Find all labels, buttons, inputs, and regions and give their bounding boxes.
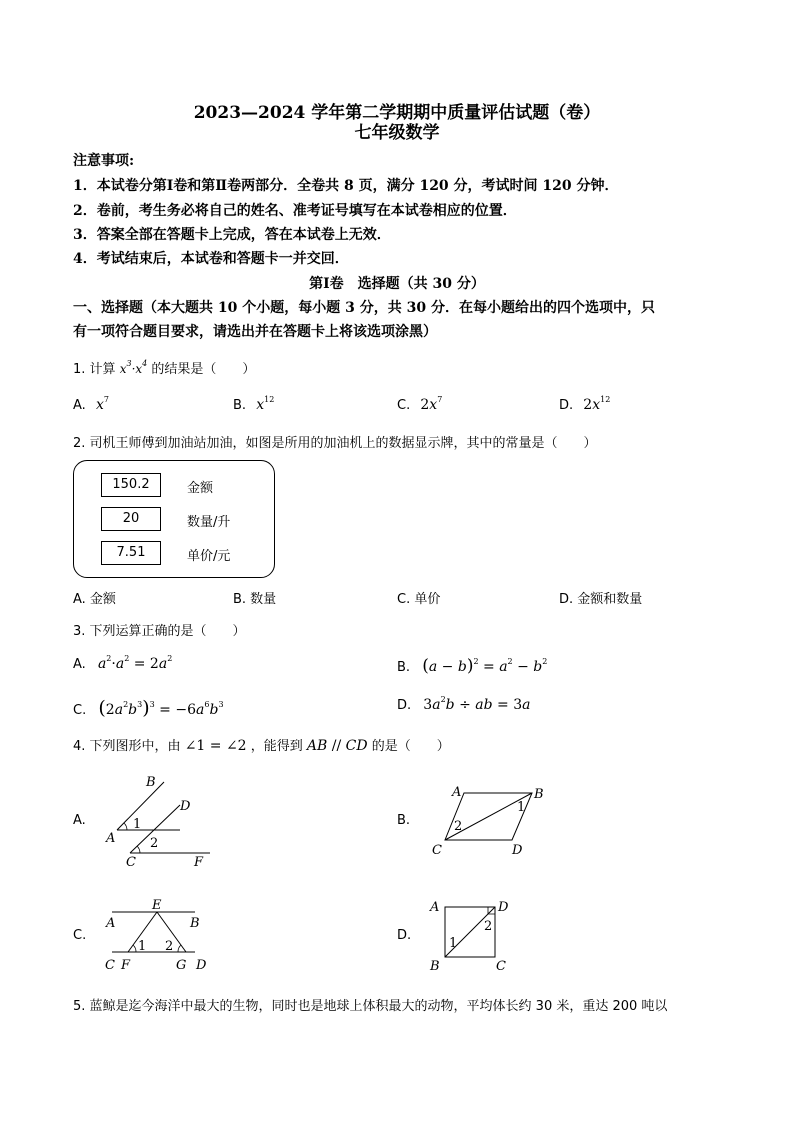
label-b: B <box>430 959 440 974</box>
angle-1-arc <box>133 945 136 952</box>
angle-2-arc <box>137 846 140 853</box>
label-c: C <box>126 855 136 870</box>
notes-item-3: 3．答案全部在答题卡上完成，答在本试卷上无效． <box>73 227 391 243</box>
page-title: 2023—2024 学年第二学期期中质量评估试题（卷） <box>193 103 601 123</box>
q4-stem-prefix: 4. 下列图形中，由 <box>73 739 181 754</box>
q1-prefix: 1. 计算 <box>73 362 116 377</box>
q5-stem: 5. 蓝鲸是迄今海洋中最大的生物，同时也是地球上体积最大的动物，平均体长约 30 米，重达 200 吨以 <box>73 999 668 1014</box>
q3-option-b-math: $(a - b)^2 = a^2 - b^2$ <box>422 656 548 676</box>
q1-option-b-label: B. <box>233 398 247 413</box>
q1-option-c-label: C. <box>397 398 411 413</box>
label-c: C <box>432 843 442 858</box>
q3-option-b[interactable] <box>397 656 547 676</box>
q2-option-d[interactable]: D. 金额和数量 <box>559 592 643 607</box>
q3-option-d-math: $3a^2b$ ÷ ab = 3a <box>423 695 531 713</box>
amount-value-box: 150.2 <box>101 473 161 497</box>
section-title: 第Ⅰ卷 选择题（共 30 分） <box>309 276 485 292</box>
label-f: F <box>121 958 131 973</box>
q3-option-a-label: A. <box>73 657 86 672</box>
label-g: G <box>176 958 187 973</box>
notes-heading: 注意事项: <box>73 153 135 169</box>
label-b: B <box>190 916 200 931</box>
label-angle-2: 2 <box>484 919 493 934</box>
q3-option-c-math: $(2a^2b^3)^3 = -6a^6b^3$ <box>98 697 224 719</box>
label-d: D <box>196 958 207 973</box>
label-b: B <box>146 775 156 790</box>
label-a: A <box>106 831 116 846</box>
q3-option-a[interactable] <box>73 656 172 672</box>
label-d: D <box>180 799 191 814</box>
q1-option-a[interactable] <box>73 397 109 413</box>
q1-option-b-math: $x^{12}$ <box>256 395 275 413</box>
q1-option-b[interactable] <box>233 397 274 413</box>
q4-stem-mid: ，能得到 <box>250 739 303 754</box>
q1-option-c-math: $2x^7$ <box>420 395 443 413</box>
q1-option-c[interactable] <box>397 397 442 413</box>
q1-suffix: 的结果是（ ） <box>151 362 256 377</box>
q2-stem: 2. 司机王师傅到加油站加油，如图是所用的加油机上的数据显示牌，其中的常量是（ ） <box>73 436 597 451</box>
section-instruction-1: 一、选择题（本大题共 10 个小题，每小题 3 分，共 30 分．在每小题给出的四个选项中，只 <box>73 300 655 316</box>
q1-expression: $x^3\cdot x^4$ <box>119 359 148 376</box>
q2-option-b[interactable]: B. 数量 <box>233 592 277 607</box>
q3-option-c-label: C. <box>73 703 87 718</box>
notes-item-2: 2．卷前，考生务必将自己的姓名、准考证号填写在本试卷相应的位置． <box>73 203 517 219</box>
label-a: A <box>430 900 440 915</box>
notes-item-1: 1．本试卷分第Ⅰ卷和第Ⅱ卷两部分．全卷共 8 页，满分 120 分，考试时间 120 分钟． <box>73 178 619 194</box>
label-c: C <box>105 958 115 973</box>
label-f: F <box>194 855 204 870</box>
label-a: A <box>106 916 116 931</box>
q4-option-c-label[interactable]: C. <box>73 928 87 943</box>
label-a: A <box>452 785 462 800</box>
q4-option-a-label[interactable]: A. <box>73 813 86 828</box>
label-angle-1: 1 <box>133 817 142 832</box>
q2-option-c[interactable]: C. 单价 <box>397 592 441 607</box>
quantity-value-box: 20 <box>101 507 161 531</box>
q4-stem <box>73 735 450 754</box>
q4-figure-d <box>420 895 530 980</box>
q3-option-c[interactable] <box>73 697 224 719</box>
q1-option-a-math: $x^7$ <box>95 395 109 413</box>
amount-label: 金额 <box>187 481 214 496</box>
label-c: C <box>496 959 506 974</box>
q1-stem <box>73 358 255 377</box>
q4-option-b-label[interactable]: B. <box>397 813 411 828</box>
label-angle-2: 2 <box>454 819 463 834</box>
q4-angle-condition: ∠1 = ∠2 <box>184 738 247 754</box>
q1-option-d-math: $2x^{12}$ <box>583 395 611 413</box>
q4-parallel-condition: AB // CD <box>306 738 368 754</box>
label-angle-1: 1 <box>517 800 526 815</box>
quantity-label: 数量/升 <box>187 515 231 530</box>
section-instruction-2: 有一项符合题目要求，请选出并在答题卡上将该选项涂黑） <box>73 324 437 340</box>
q4-stem-suffix: 的是（ ） <box>371 739 450 754</box>
angle-1-arc <box>124 823 127 830</box>
angle-2-arc <box>178 945 181 952</box>
q1-option-d-label: D. <box>559 398 574 413</box>
q1-option-a-label: A. <box>73 398 86 413</box>
label-b: B <box>534 787 544 802</box>
unit-price-label: 单价/元 <box>187 549 231 564</box>
q2-option-a[interactable]: A. 金额 <box>73 592 116 607</box>
label-angle-1: 1 <box>138 939 147 954</box>
notes-item-4: 4．考试结束后，本试卷和答题卡一并交回． <box>73 251 349 267</box>
label-d: D <box>498 900 509 915</box>
q4-figure-a <box>100 770 220 870</box>
page-subtitle: 七年级数学 <box>354 123 440 143</box>
label-e: E <box>152 898 162 913</box>
label-angle-2: 2 <box>150 836 159 851</box>
q3-stem: 3. 下列运算正确的是（ ） <box>73 624 246 639</box>
q3-option-d-label: D. <box>397 698 412 713</box>
label-d: D <box>512 843 523 858</box>
unit-price-value-box: 7.51 <box>101 541 161 565</box>
q4-option-d-label[interactable]: D. <box>397 928 412 943</box>
label-angle-2: 2 <box>165 939 174 954</box>
q3-option-a-math: $a^2\cdot a^2 = 2a^2$ <box>97 654 173 672</box>
q1-option-d[interactable] <box>559 397 610 413</box>
q3-option-b-label: B. <box>397 660 411 675</box>
q4-figure-b <box>420 780 560 860</box>
q4-figure-c <box>100 895 220 980</box>
q3-option-d[interactable] <box>397 697 531 713</box>
label-angle-1: 1 <box>449 936 458 951</box>
